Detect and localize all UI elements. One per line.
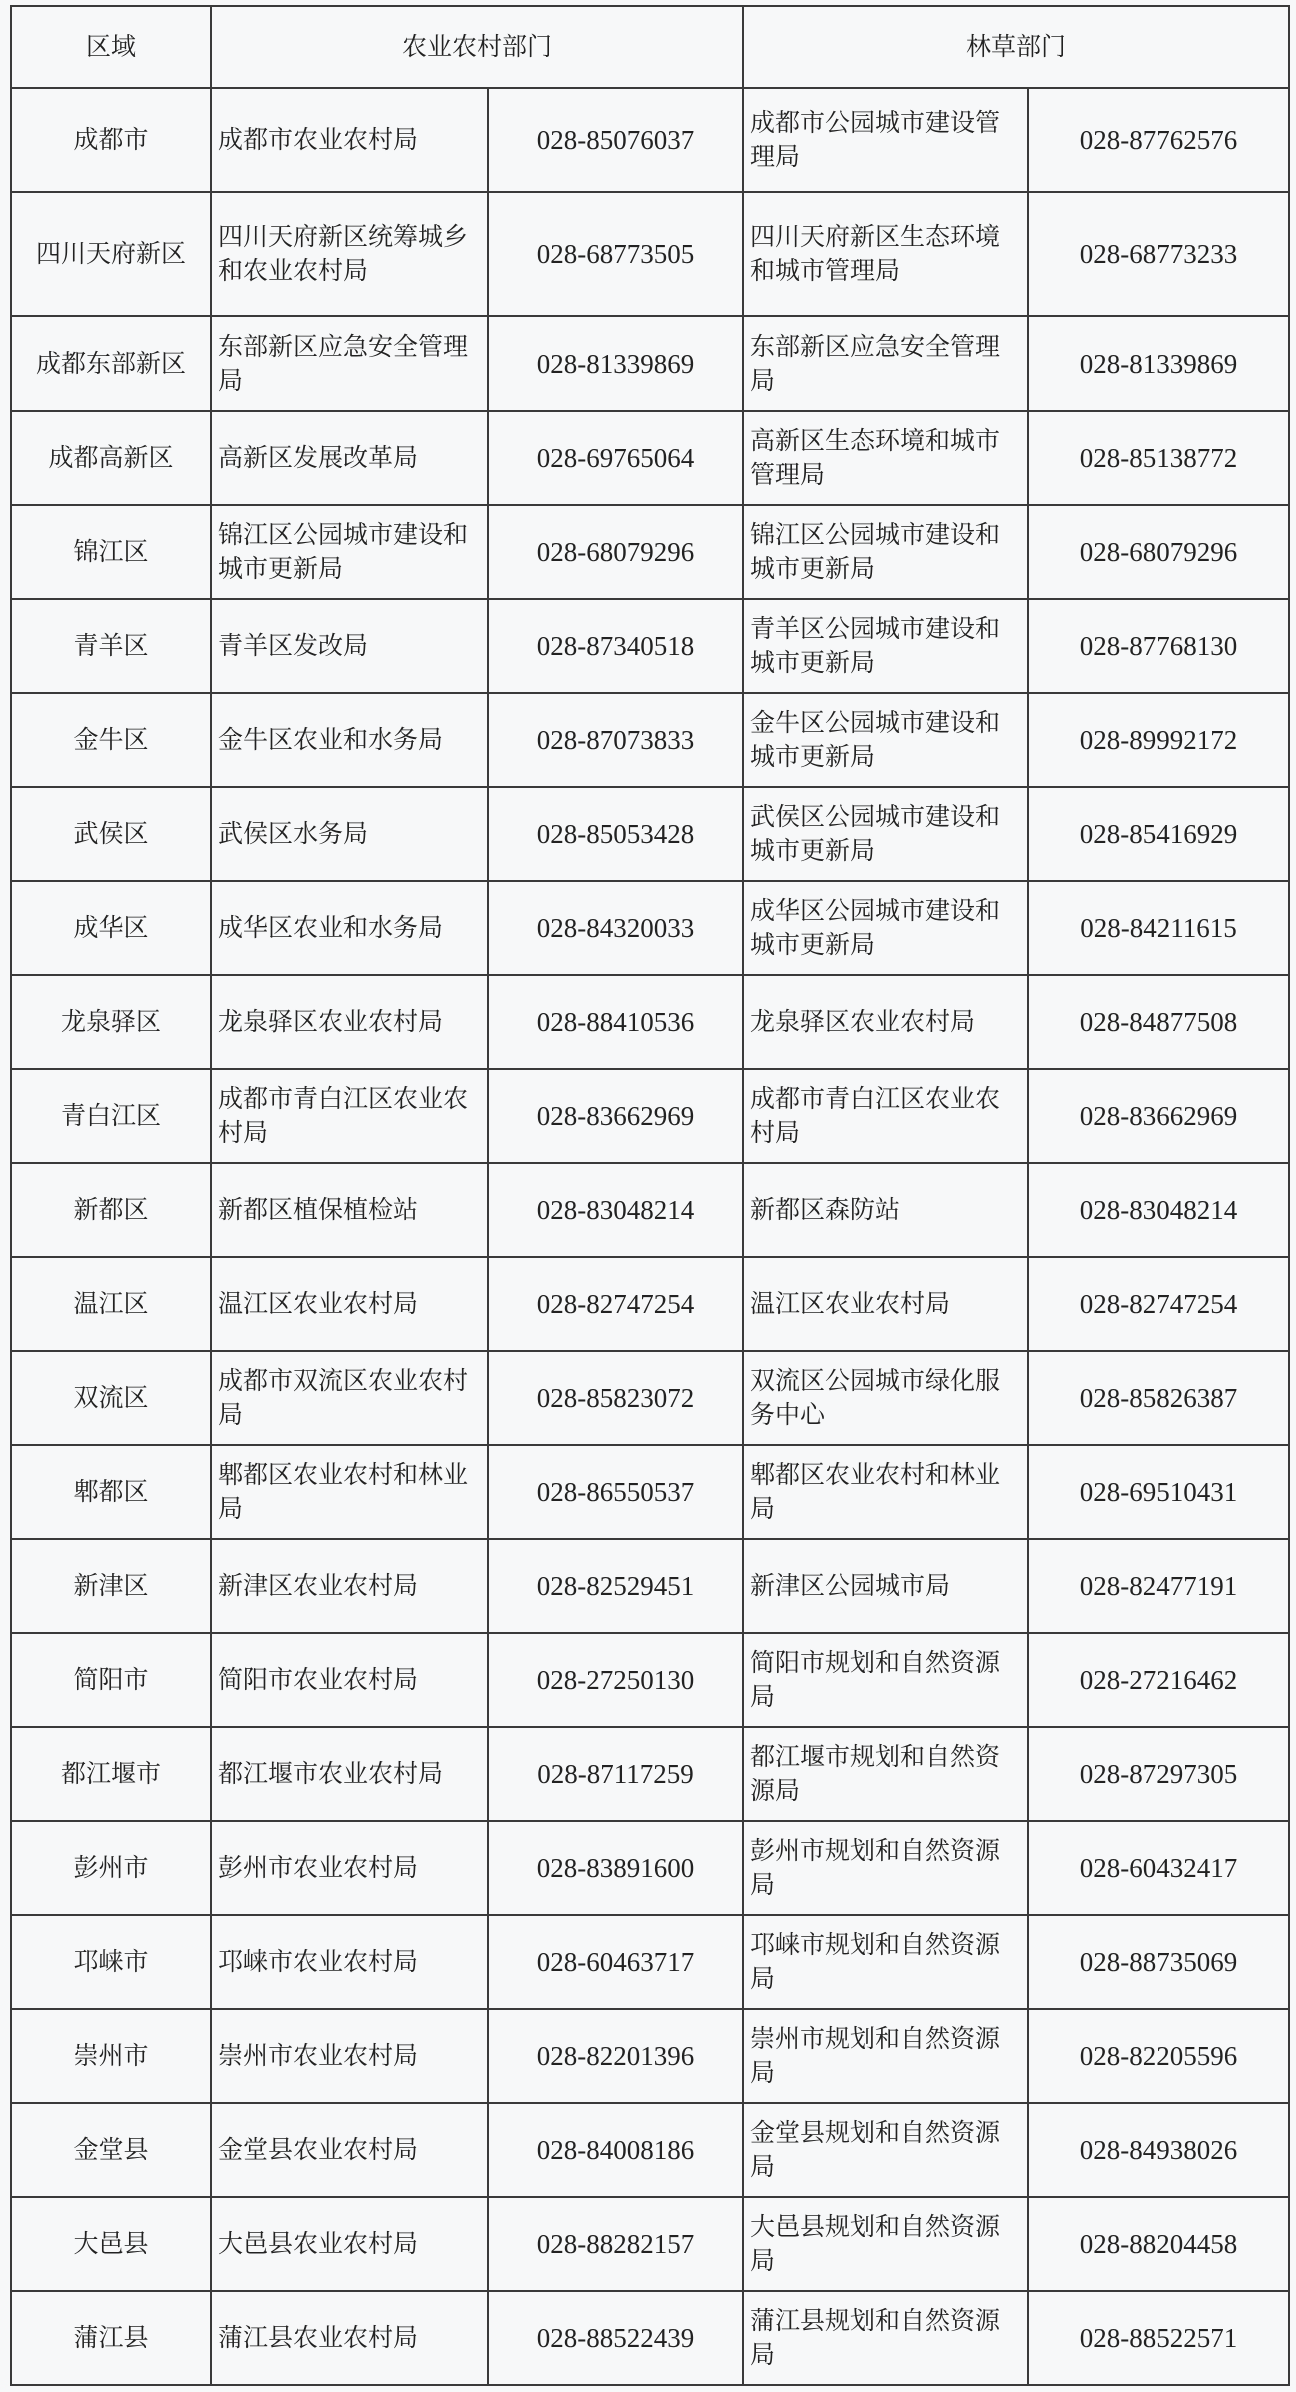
agri-phone-cell: 028-81339869: [488, 316, 743, 411]
agri-dept-cell: 四川天府新区统筹城乡和农业农村局: [211, 192, 488, 316]
table-row: [11, 693, 1289, 787]
table-row: [11, 1539, 1289, 1633]
agri-dept-cell: 龙泉驿区农业农村局: [211, 975, 488, 1069]
forest-phone-cell: 028-60432417: [1028, 1821, 1289, 1915]
agri-dept-cell: 成都市双流区农业农村局: [211, 1351, 488, 1445]
forest-dept-cell: 东部新区应急安全管理局: [743, 316, 1028, 411]
agri-phone-cell: 028-86550537: [488, 1445, 743, 1539]
region-cell: 金牛区: [11, 693, 211, 787]
agri-phone-cell: 028-88282157: [488, 2197, 743, 2291]
agri-dept-cell: 成都市青白江区农业农村局: [211, 1069, 488, 1163]
forest-phone-cell: 028-68773233: [1028, 192, 1289, 316]
forest-phone-cell: 028-84211615: [1028, 881, 1289, 975]
forest-phone-cell: 028-82477191: [1028, 1539, 1289, 1633]
table-row: [11, 316, 1289, 411]
agri-dept-cell: 邛崃市农业农村局: [211, 1915, 488, 2009]
forest-phone-cell: 028-69510431: [1028, 1445, 1289, 1539]
forest-phone-cell: 028-85138772: [1028, 411, 1289, 505]
forest-dept-cell: 青羊区公园城市建设和城市更新局: [743, 599, 1028, 693]
table-row: [11, 881, 1289, 975]
forest-phone-cell: 028-83048214: [1028, 1163, 1289, 1257]
agri-phone-cell: 028-88410536: [488, 975, 743, 1069]
region-cell: 郫都区: [11, 1445, 211, 1539]
agri-dept-cell: 郫都区农业农村和林业局: [211, 1445, 488, 1539]
table-row: [11, 2009, 1289, 2103]
agri-phone-cell: 028-84008186: [488, 2103, 743, 2197]
forest-dept-cell: 金堂县规划和自然资源局: [743, 2103, 1028, 2197]
forest-phone-cell: 028-87762576: [1028, 88, 1289, 192]
forest-phone-cell: 028-82205596: [1028, 2009, 1289, 2103]
region-cell: 四川天府新区: [11, 192, 211, 316]
agri-phone-cell: 028-82201396: [488, 2009, 743, 2103]
forest-dept-cell: 郫都区农业农村和林业局: [743, 1445, 1028, 1539]
header-row: [11, 6, 1289, 88]
table-row: [11, 599, 1289, 693]
agri-phone-cell: 028-69765064: [488, 411, 743, 505]
forest-dept-cell: 四川天府新区生态环境和城市管理局: [743, 192, 1028, 316]
region-cell: 龙泉驿区: [11, 975, 211, 1069]
region-cell: 简阳市: [11, 1633, 211, 1727]
region-cell: 温江区: [11, 1257, 211, 1351]
table-row: [11, 1633, 1289, 1727]
forest-dept-cell: 成都市公园城市建设管理局: [743, 88, 1028, 192]
forest-phone-cell: 028-82747254: [1028, 1257, 1289, 1351]
agri-phone-cell: 028-87117259: [488, 1727, 743, 1821]
forest-phone-cell: 028-88204458: [1028, 2197, 1289, 2291]
contact-table: [10, 5, 1290, 2386]
forest-dept-cell: 邛崃市规划和自然资源局: [743, 1915, 1028, 2009]
agri-dept-cell: 彭州市农业农村局: [211, 1821, 488, 1915]
agri-phone-cell: 028-83662969: [488, 1069, 743, 1163]
region-cell: 青羊区: [11, 599, 211, 693]
table-row: [11, 1351, 1289, 1445]
forest-phone-cell: 028-85416929: [1028, 787, 1289, 881]
forest-phone-cell: 028-83662969: [1028, 1069, 1289, 1163]
agri-phone-cell: 028-85076037: [488, 88, 743, 192]
forest-dept-cell: 蒲江县规划和自然资源局: [743, 2291, 1028, 2385]
agri-phone-cell: 028-87073833: [488, 693, 743, 787]
agri-dept-cell: 蒲江县农业农村局: [211, 2291, 488, 2385]
agri-dept-cell: 新津区农业农村局: [211, 1539, 488, 1633]
forest-phone-cell: 028-68079296: [1028, 505, 1289, 599]
region-cell: 武侯区: [11, 787, 211, 881]
forest-dept-cell: 龙泉驿区农业农村局: [743, 975, 1028, 1069]
forest-dept-cell: 崇州市规划和自然资源局: [743, 2009, 1028, 2103]
region-cell: 成都东部新区: [11, 316, 211, 411]
region-cell: 金堂县: [11, 2103, 211, 2197]
table-row: [11, 1257, 1289, 1351]
forest-dept-cell: 金牛区公园城市建设和城市更新局: [743, 693, 1028, 787]
forest-phone-cell: 028-88522571: [1028, 2291, 1289, 2385]
table-row: [11, 1445, 1289, 1539]
table-row: [11, 505, 1289, 599]
agri-dept-cell: 锦江区公园城市建设和城市更新局: [211, 505, 488, 599]
region-cell: 蒲江县: [11, 2291, 211, 2385]
forest-dept-cell: 武侯区公园城市建设和城市更新局: [743, 787, 1028, 881]
table-row: [11, 1727, 1289, 1821]
table-row: [11, 975, 1289, 1069]
header-forest-dept: 林草部门: [743, 6, 1289, 88]
agri-phone-cell: 028-68079296: [488, 505, 743, 599]
region-cell: 都江堰市: [11, 1727, 211, 1821]
agri-dept-cell: 东部新区应急安全管理局: [211, 316, 488, 411]
forest-dept-cell: 大邑县规划和自然资源局: [743, 2197, 1028, 2291]
agri-phone-cell: 028-82529451: [488, 1539, 743, 1633]
agri-dept-cell: 新都区植保植检站: [211, 1163, 488, 1257]
forest-phone-cell: 028-84877508: [1028, 975, 1289, 1069]
agri-dept-cell: 都江堰市农业农村局: [211, 1727, 488, 1821]
table-row: [11, 1163, 1289, 1257]
region-cell: 成都高新区: [11, 411, 211, 505]
forest-dept-cell: 双流区公园城市绿化服务中心: [743, 1351, 1028, 1445]
region-cell: 大邑县: [11, 2197, 211, 2291]
table-row: [11, 787, 1289, 881]
forest-dept-cell: 温江区农业农村局: [743, 1257, 1028, 1351]
table-row: [11, 2103, 1289, 2197]
forest-phone-cell: 028-85826387: [1028, 1351, 1289, 1445]
agri-phone-cell: 028-60463717: [488, 1915, 743, 2009]
forest-dept-cell: 成华区公园城市建设和城市更新局: [743, 881, 1028, 975]
region-cell: 邛崃市: [11, 1915, 211, 2009]
forest-dept-cell: 成都市青白江区农业农村局: [743, 1069, 1028, 1163]
forest-dept-cell: 简阳市规划和自然资源局: [743, 1633, 1028, 1727]
agri-phone-cell: 028-82747254: [488, 1257, 743, 1351]
agri-dept-cell: 成华区农业和水务局: [211, 881, 488, 975]
forest-dept-cell: 新津区公园城市局: [743, 1539, 1028, 1633]
table-row: [11, 192, 1289, 316]
agri-dept-cell: 温江区农业农村局: [211, 1257, 488, 1351]
agri-dept-cell: 高新区发展改革局: [211, 411, 488, 505]
agri-dept-cell: 武侯区水务局: [211, 787, 488, 881]
forest-phone-cell: 028-87768130: [1028, 599, 1289, 693]
table-row: [11, 1069, 1289, 1163]
agri-dept-cell: 大邑县农业农村局: [211, 2197, 488, 2291]
region-cell: 青白江区: [11, 1069, 211, 1163]
agri-phone-cell: 028-27250130: [488, 1633, 743, 1727]
agri-dept-cell: 崇州市农业农村局: [211, 2009, 488, 2103]
agri-phone-cell: 028-84320033: [488, 881, 743, 975]
table-row: [11, 88, 1289, 192]
agri-dept-cell: 青羊区发改局: [211, 599, 488, 693]
region-cell: 新都区: [11, 1163, 211, 1257]
forest-dept-cell: 新都区森防站: [743, 1163, 1028, 1257]
forest-dept-cell: 彭州市规划和自然资源局: [743, 1821, 1028, 1915]
agri-phone-cell: 028-85053428: [488, 787, 743, 881]
forest-phone-cell: 028-81339869: [1028, 316, 1289, 411]
agri-dept-cell: 金堂县农业农村局: [211, 2103, 488, 2197]
region-cell: 成都市: [11, 88, 211, 192]
region-cell: 崇州市: [11, 2009, 211, 2103]
region-cell: 双流区: [11, 1351, 211, 1445]
table-row: [11, 1915, 1289, 2009]
forest-dept-cell: 高新区生态环境和城市管理局: [743, 411, 1028, 505]
forest-dept-cell: 都江堰市规划和自然资源局: [743, 1727, 1028, 1821]
forest-phone-cell: 028-89992172: [1028, 693, 1289, 787]
agri-phone-cell: 028-88522439: [488, 2291, 743, 2385]
forest-phone-cell: 028-88735069: [1028, 1915, 1289, 2009]
table-row: [11, 2197, 1289, 2291]
region-cell: 彭州市: [11, 1821, 211, 1915]
table-row: [11, 1821, 1289, 1915]
forest-dept-cell: 锦江区公园城市建设和城市更新局: [743, 505, 1028, 599]
agri-phone-cell: 028-83891600: [488, 1821, 743, 1915]
header-region: 区域: [11, 6, 211, 88]
table-row: [11, 411, 1289, 505]
agri-phone-cell: 028-85823072: [488, 1351, 743, 1445]
region-cell: 锦江区: [11, 505, 211, 599]
agri-dept-cell: 简阳市农业农村局: [211, 1633, 488, 1727]
agri-dept-cell: 金牛区农业和水务局: [211, 693, 488, 787]
agri-phone-cell: 028-87340518: [488, 599, 743, 693]
header-agri-dept: 农业农村部门: [211, 6, 743, 88]
table-row: [11, 2291, 1289, 2385]
region-cell: 新津区: [11, 1539, 211, 1633]
agri-phone-cell: 028-83048214: [488, 1163, 743, 1257]
agri-phone-cell: 028-68773505: [488, 192, 743, 316]
agri-dept-cell: 成都市农业农村局: [211, 88, 488, 192]
region-cell: 成华区: [11, 881, 211, 975]
forest-phone-cell: 028-84938026: [1028, 2103, 1289, 2197]
forest-phone-cell: 028-87297305: [1028, 1727, 1289, 1821]
forest-phone-cell: 028-27216462: [1028, 1633, 1289, 1727]
